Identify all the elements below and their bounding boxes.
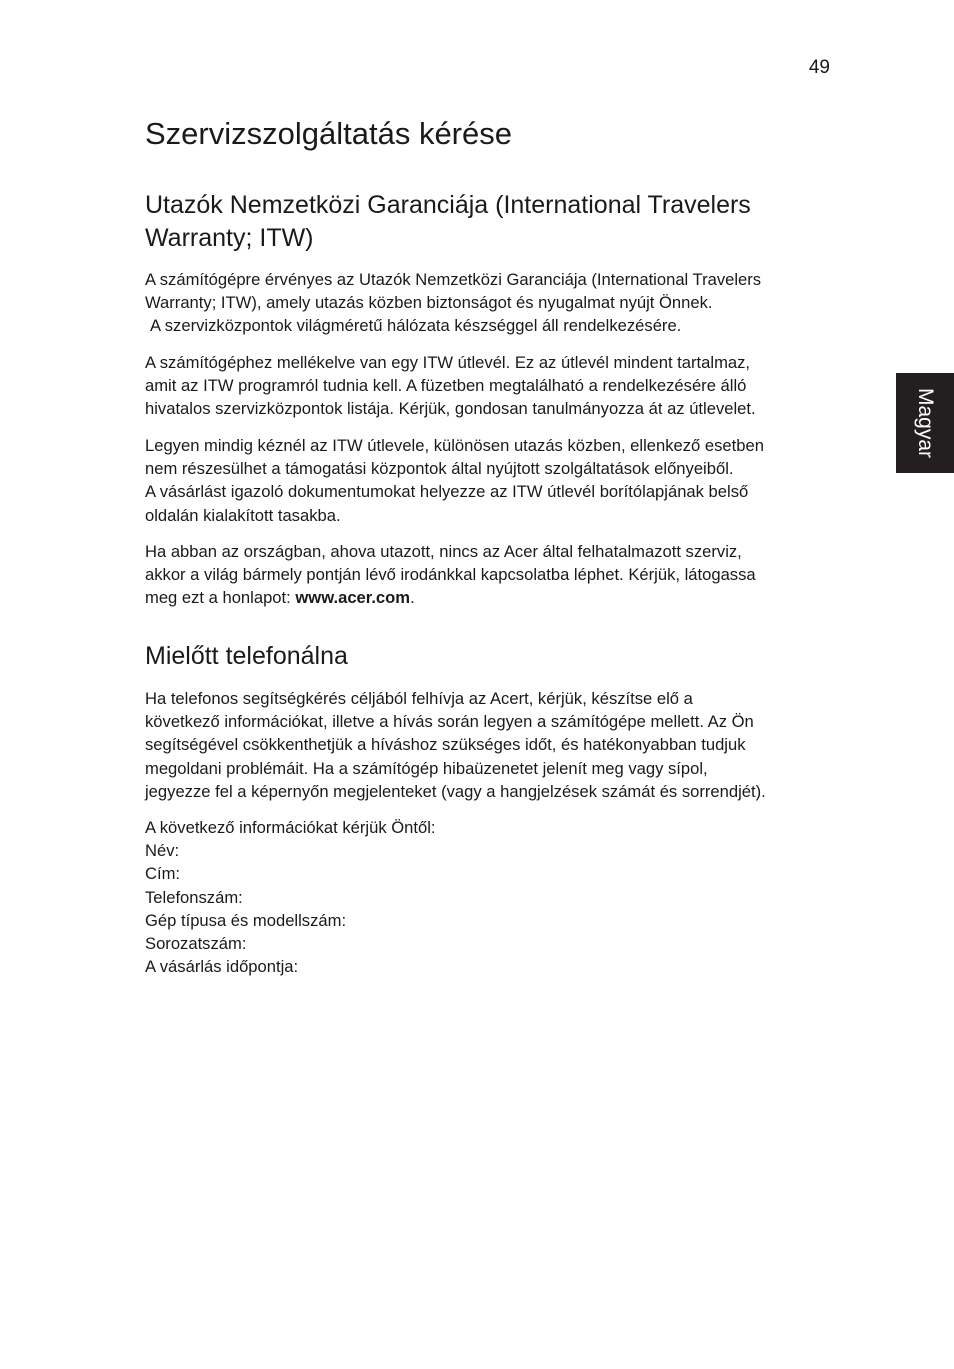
- itw-paragraph-1: [145, 268, 845, 338]
- text-fragment: .: [410, 588, 415, 608]
- itw-paragraph-3: [145, 434, 845, 527]
- acer-website-link[interactable]: www.acer.com: [295, 588, 411, 608]
- text-fragment: meg ezt a honlapot:: [145, 588, 296, 608]
- text-line: Ha abban az országban, ahova utazott, nincs az Acer által felhatalmazott szerviz,: [145, 542, 742, 561]
- itw-paragraph-4: [145, 540, 845, 610]
- text-line: Legyen mindig kéznél az ITW útlevele, különösen utazás közben, ellenkező esetben: [145, 436, 764, 455]
- text-line: Ha telefonos segítségkérés céljából felhívja az Acert, kérjük, készítse elő a: [145, 689, 693, 708]
- text-line: segítségével csökkenthetjük a híváshoz szükséges időt, és hatékonyabban tudjuk: [145, 735, 746, 755]
- text-line: amit az ITW programról tudnia kell. A füzetben megtalálható a rendelkezésére álló: [145, 376, 747, 396]
- itw-heading: [145, 189, 845, 255]
- itw-heading-line: Warranty; ITW): [145, 224, 314, 252]
- text-line: akkor a világ bármely pontján lévő irodánkkal kapcsolatba léphet. Kérjük, látogassa: [145, 565, 756, 585]
- text-line: [145, 586, 845, 609]
- page-number: 49: [808, 57, 830, 78]
- text-line: következő információkat, illetve a hívás során legyen a számítógépe mellett. Az Ön: [145, 712, 754, 732]
- list-item-serial: Sorozatszám:: [145, 934, 247, 954]
- list-item-address: Cím:: [145, 864, 181, 884]
- language-side-tab-label: Magyar: [914, 387, 937, 459]
- itw-heading-line: Utazók Nemzetközi Garanciája (International Travelers: [145, 191, 751, 219]
- list-item-model: Gép típusa és modellszám:: [145, 910, 347, 930]
- language-side-tab: [896, 373, 954, 473]
- text-line: nem részesülhet a támogatási központok által nyújtott szolgáltatások előnyeiből.: [145, 459, 734, 479]
- text-line: A vásárlást igazoló dokumentumokat helyezze az ITW útlevél borítólapjának belső: [145, 482, 749, 502]
- text-line: A szervizközpontok világméretű hálózata készséggel áll rendelkezésére.: [150, 316, 682, 336]
- required-info-list: [145, 816, 845, 978]
- list-item-phone: Telefonszám:: [145, 887, 243, 907]
- text-line: A számítógéphez mellékelve van egy ITW útlevél. Ez az útlevél mindent tartalmaz,: [145, 353, 751, 372]
- text-line: Warranty; ITW), amely utazás közben biztonságot és nyugalmat nyújt Önnek.: [145, 293, 713, 313]
- itw-paragraph-2: [145, 351, 845, 421]
- text-line: A számítógépre érvényes az Utazók Nemzetközi Garanciája (International Travelers: [145, 270, 762, 289]
- text-line: oldalán kialakított tasakba.: [145, 505, 341, 525]
- phone-paragraph-1: [145, 687, 845, 803]
- list-intro: A következő információkat kérjük Öntől:: [145, 818, 436, 837]
- page-title: Szervizszolgáltatás kérése: [145, 116, 512, 151]
- text-line: megoldani problémáit. Ha a számítógép hibaüzenetet jelenít meg vagy sípol,: [145, 758, 708, 778]
- list-item-name: Név:: [145, 841, 180, 861]
- text-line: hivatalos szervizközpontok listája. Kérjük, gondosan tanulmányozza át az útlevelet.: [145, 399, 756, 419]
- text-line: jegyezze fel a képernyőn megjelenteket (vagy a hangjelzések számát és sorrendjét).: [145, 781, 766, 801]
- list-item-purchase-date: A vásárlás időpontja:: [145, 957, 299, 977]
- before-calling-heading: Mielőtt telefonálna: [145, 642, 348, 670]
